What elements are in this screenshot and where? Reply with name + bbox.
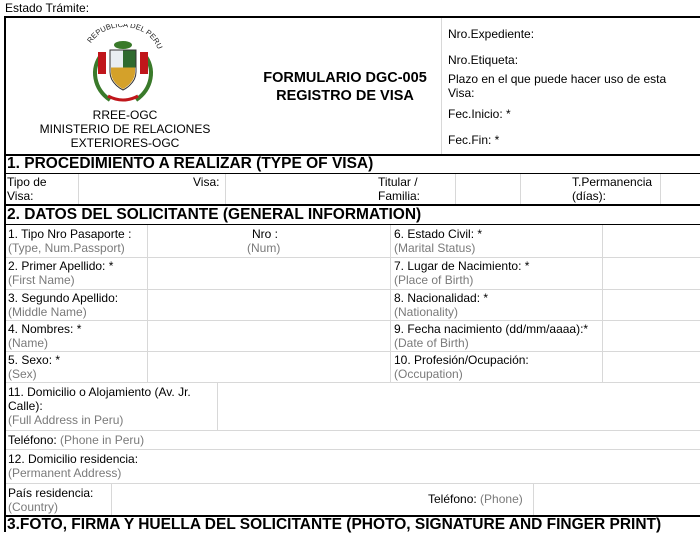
nro-expediente-label: Nro.Expediente: xyxy=(448,27,535,41)
section3-title: 3.FOTO, FIRMA Y HUELLA DEL SOLICITANTE (PHOTO, SIGNATURE AND FINGER PRINT) xyxy=(7,516,662,533)
nombres-label: 4. Nombres: * xyxy=(8,322,82,336)
estado-civil-label: 6. Estado Civil: * xyxy=(394,227,483,241)
plazo-label-2: Visa: xyxy=(448,86,475,100)
telefono2-label: Teléfono: xyxy=(428,492,477,506)
tipo-visa-label-2: Visa: xyxy=(7,189,34,203)
section2-title: 2. DATOS DEL SOLICITANTE (GENERAL INFORMATION) xyxy=(7,206,422,223)
row-divider xyxy=(6,449,700,450)
lugar-nacimiento-label-en: (Place of Birth) xyxy=(394,273,474,287)
estado-civil-label-en: (Marital Status) xyxy=(394,241,476,255)
pais-residencia-label: País residencia: xyxy=(8,486,94,500)
tipo-pasaporte-label-en: (Type, Num.Passport) xyxy=(8,241,125,255)
col-divider xyxy=(533,484,534,516)
org-line-2: MINISTERIO DE RELACIONES xyxy=(39,122,211,136)
form-title: FORMULARIO DGC-005 xyxy=(263,70,427,86)
section1-title-rule xyxy=(4,173,700,174)
seal-text: REPUBLICA DEL PERU xyxy=(85,24,165,51)
nro-label: Nro : xyxy=(252,227,279,241)
section1-title: 1. PROCEDIMIENTO A REALIZAR (TYPE OF VISA) xyxy=(7,155,374,172)
section2-title-rule xyxy=(4,224,700,225)
pais-residencia-label-en: (Country) xyxy=(8,500,59,514)
domicilio-label-en: (Full Address in Peru) xyxy=(8,413,124,427)
sexo-label: 5. Sexo: * xyxy=(8,353,61,367)
titular-label-1: Titular / xyxy=(378,175,418,189)
cell-divider xyxy=(455,174,456,204)
domicilio-label-2: Calle): xyxy=(8,399,43,413)
domicilio-label-1: 11. Domicilio o Alojamiento (Av. Jr. xyxy=(8,385,191,399)
permanencia-label-2: (días): xyxy=(572,189,607,203)
row-divider xyxy=(6,289,700,290)
frame-top xyxy=(4,16,700,18)
tipo-visa-label-1: Tipo de xyxy=(7,175,47,189)
telefono-label-en: (Phone in Peru) xyxy=(60,433,145,447)
row-divider xyxy=(6,382,700,383)
segundo-apellido-label-en: (Middle Name) xyxy=(8,305,87,319)
primer-apellido-label-en: (First Name) xyxy=(8,273,75,287)
tipo-pasaporte-label: 1. Tipo Nro Pasaporte : xyxy=(8,227,132,241)
visa-label: Visa: xyxy=(193,175,220,189)
profesion-label: 10. Profesión/Ocupación: xyxy=(394,353,529,367)
permanencia-label-1: T.Permanencia xyxy=(572,175,653,189)
col-divider xyxy=(111,484,112,516)
col-divider xyxy=(217,383,218,431)
cell-divider xyxy=(225,174,226,204)
fec-fin-label: Fec.Fin: * xyxy=(448,133,500,147)
row-divider xyxy=(6,430,700,431)
row-divider xyxy=(6,320,700,321)
telefono2-line xyxy=(428,492,523,506)
header-divider xyxy=(441,18,442,154)
coat-of-arms-icon xyxy=(80,24,166,108)
cell-divider xyxy=(520,174,521,204)
row-divider xyxy=(6,351,700,352)
nacionalidad-label-en: (Nationality) xyxy=(394,305,459,319)
org-line-1: RREE-OGC xyxy=(92,108,158,122)
col-divider xyxy=(602,225,603,383)
lugar-nacimiento-label: 7. Lugar de Nacimiento: * xyxy=(394,259,530,273)
fecha-nacimiento-label-en: (Date of Birth) xyxy=(394,336,469,350)
plazo-label-1: Plazo en el que puede hacer uso de esta xyxy=(448,72,667,86)
cell-divider xyxy=(660,174,661,204)
domicilio-residencia-label-en: (Permanent Address) xyxy=(8,466,122,480)
col-divider xyxy=(390,225,391,383)
nacionalidad-label: 8. Nacionalidad: * xyxy=(394,291,489,305)
nro-label-en: (Num) xyxy=(247,241,281,255)
nombres-label-en: (Name) xyxy=(8,336,49,350)
sexo-label-en: (Sex) xyxy=(8,367,37,381)
col-divider xyxy=(147,225,148,383)
org-line-3: EXTERIORES-OGC xyxy=(70,136,180,150)
telefono-label: Teléfono: xyxy=(8,433,57,447)
domicilio-residencia-label: 12. Domicilio residencia: xyxy=(8,452,139,466)
form-subtitle: REGISTRO DE VISA xyxy=(276,88,414,104)
segundo-apellido-label: 3. Segundo Apellido: xyxy=(8,291,119,305)
primer-apellido-label: 2. Primer Apellido: * xyxy=(8,259,114,273)
telefono-peru-line xyxy=(8,433,144,447)
cell-divider xyxy=(78,174,79,204)
nro-etiqueta-label: Nro.Etiqueta: xyxy=(448,53,519,67)
fec-inicio-label: Fec.Inicio: * xyxy=(448,107,511,121)
frame-left xyxy=(4,16,6,532)
estado-tramite-label: Estado Trámite: xyxy=(5,1,90,15)
telefono2-label-en: (Phone) xyxy=(480,492,523,506)
profesion-label-en: (Occupation) xyxy=(394,367,463,381)
fecha-nacimiento-label: 9. Fecha nacimiento (dd/mm/aaaa):* xyxy=(394,322,589,336)
titular-label-2: Familia: xyxy=(378,189,421,203)
row-divider xyxy=(6,257,700,258)
